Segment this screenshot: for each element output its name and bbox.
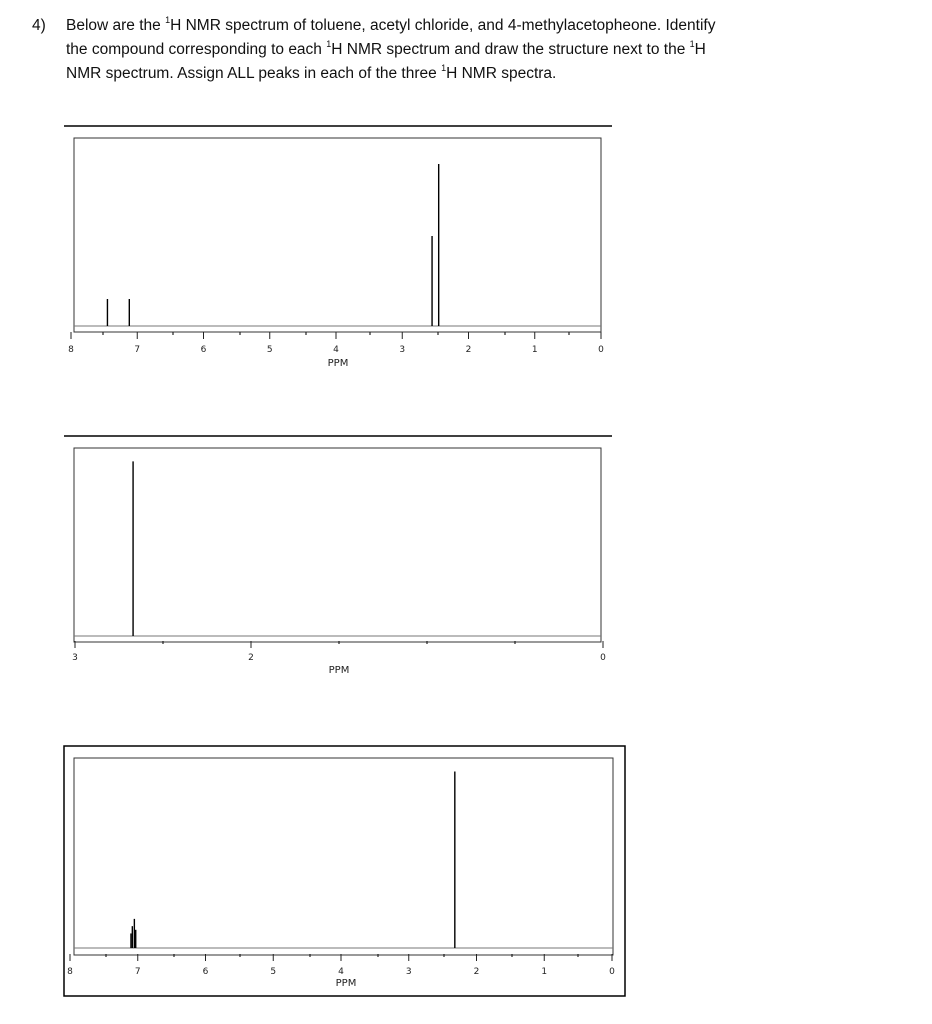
spectrum-2-tick-label: 3 (72, 653, 78, 663)
spectrum-1-tick-label: 2 (465, 345, 472, 355)
question-line-1: Below are the $^1$H NMR spectrum of toluene, acetyl chloride, and 4-methylacetopheone. Identify (66, 14, 716, 34)
spectrum-3-plot-frame (74, 758, 613, 955)
spectrum-3-outer-frame (64, 746, 625, 996)
spectrum-1-tick-label: 0 (598, 345, 604, 355)
spectrum-1-tick-label: 4 (333, 345, 339, 355)
spectrum-3-axis-label: PPM (335, 978, 357, 989)
spectrum-2-axis-label: PPM (328, 665, 350, 676)
spectrum-3-tick-label: 4 (338, 967, 344, 977)
spectrum-1-tick-label: 1 (531, 345, 538, 355)
spectrum-3-tick-label: 2 (473, 967, 480, 977)
spectrum-2-tick-label: 0 (600, 653, 606, 663)
spectrum-1-axis-label: PPM (327, 358, 349, 369)
question-number: 4) (32, 17, 46, 34)
question-line-3: NMR spectrum. Assign ALL peaks in each of the three $^1$H NMR spectra. (66, 62, 557, 82)
spectrum-3-tick-label: 6 (202, 967, 209, 977)
spectrum-1-plot-frame (74, 138, 601, 332)
question-line-2: the compound corresponding to each $^1$H NMR spectrum and draw the structure next to the $^1$H (66, 38, 706, 58)
spectrum-3-tick-label: 5 (270, 967, 277, 977)
spectrum-1-tick-label: 6 (200, 345, 207, 355)
spectrum-1-tick-label: 3 (399, 345, 406, 355)
spectrum-3-tick-label: 1 (541, 967, 548, 977)
spectrum-3-tick-label: 7 (134, 967, 141, 977)
spectrum-1-tick-label: 8 (68, 345, 74, 355)
spectrum-3-tick-label: 0 (609, 967, 615, 977)
spectrum-3-tick-label: 8 (67, 967, 73, 977)
spectrum-2-tick-label: 2 (248, 653, 254, 663)
spectrum-1-tick-label: 5 (266, 345, 273, 355)
spectrum-2-plot-frame (74, 448, 601, 642)
spectrum-1-tick-label: 7 (134, 345, 141, 355)
spectrum-3-tick-label: 3 (405, 967, 412, 977)
